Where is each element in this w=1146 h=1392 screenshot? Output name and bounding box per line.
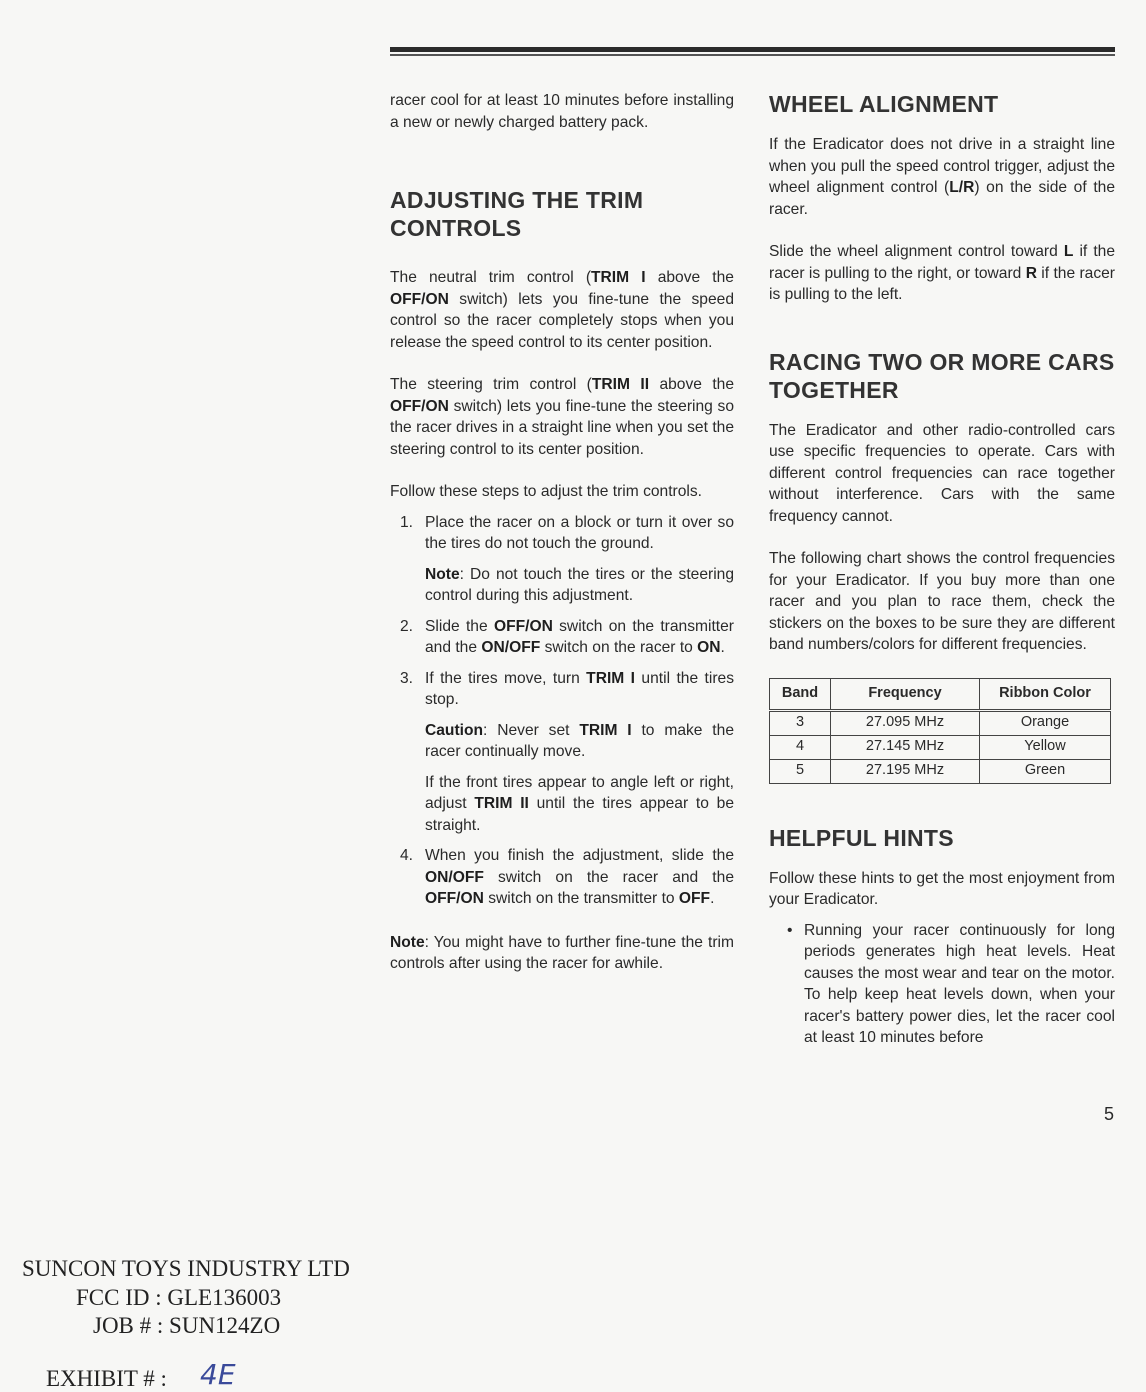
hints-intro: Follow these hints to get the most enjoyment from your Eradicator. bbox=[769, 869, 1115, 908]
section-heading-wheel: WHEEL ALIGNMENT bbox=[769, 91, 999, 117]
cell-color: Orange bbox=[980, 710, 1111, 735]
intro-paragraph: racer cool for at least 10 minutes before installing a new or newly charged battery pack. bbox=[390, 92, 734, 131]
exhibit-handwritten-value: 4E bbox=[200, 1358, 236, 1391]
racing-paragraph-1: The Eradicator and other radio-controlled cars use specific frequencies to operate. Cars with different control frequencies can race together without interference. Cars with the same frequency cannot. bbox=[769, 421, 1115, 525]
list-item: 2. Slide the OFF/ON switch on the transmitter and the ON/OFF switch on the racer to ON. bbox=[400, 617, 734, 656]
stamp-exhibit-label: EXHIBIT # : bbox=[46, 1366, 167, 1391]
hints-list bbox=[769, 920, 1115, 1049]
steps-intro: Follow these steps to adjust the trim controls. bbox=[390, 483, 703, 500]
section-heading-trim: ADJUSTING THE TRIM CONTROLS bbox=[390, 187, 644, 241]
right-column bbox=[769, 90, 1115, 1049]
list-item: • Running your racer continuously for long periods generates high heat levels. Heat causes the most wear and tear on the motor. To help keep heat levels down, when your racer's battery power dies, let the racer cool at least 10 minutes before bbox=[787, 921, 1115, 1046]
table-row bbox=[770, 710, 1111, 735]
steering-trim-paragraph: The steering trim control (TRIM II above the OFF/ON switch) lets you fine-tune the steering so the racer drives in a straight line when you set the steering control to its center position. bbox=[390, 376, 735, 458]
bullet-icon: • bbox=[787, 921, 793, 939]
wheel-paragraph-1: If the Eradicator does not drive in a straight line when you pull the speed control trigger, adjust the wheel alignment control (L/R) on the side of the racer. bbox=[769, 136, 1115, 218]
section-heading-racing: RACING TWO OR MORE CARS TOGETHER bbox=[769, 348, 1115, 403]
cell-band: 5 bbox=[770, 759, 831, 783]
table-header-row bbox=[770, 678, 1111, 710]
list-item: 4. When you finish the adjustment, slide the ON/OFF switch on the racer and the OFF/ON switch on the transmitter to OFF. bbox=[400, 847, 734, 907]
stamp-company: SUNCON TOYS INDUSTRY LTD bbox=[22, 1256, 350, 1281]
racing-paragraph-2: The following chart shows the control frequencies for your Eradicator. If you buy more than one racer and you plan to race them, check the stickers on the boxes to be sure they are different band numbers/colors for different frequencies. bbox=[769, 550, 1115, 653]
final-note: Note: You might have to further fine-tune the trim controls after using the racer for awhile. bbox=[390, 933, 734, 972]
frequency-table bbox=[769, 678, 1111, 784]
header-band: Band bbox=[770, 678, 831, 710]
stamp-fcc-id: FCC ID : GLE136003 bbox=[76, 1285, 282, 1310]
list-item: 3. If the tires move, turn TRIM I until the tires stop. Caution: Never set TRIM I to make the racer continually move. If the front tires appear to angle left or right, adjust TRIM II until the tires appear to be straight. bbox=[400, 669, 734, 834]
cell-frequency: 27.195 MHz bbox=[831, 759, 980, 783]
cell-band: 3 bbox=[770, 710, 831, 735]
stamp-job-number: JOB # : SUN124ZO bbox=[93, 1313, 281, 1338]
table-row bbox=[770, 735, 1111, 759]
cell-color: Green bbox=[980, 759, 1111, 783]
page-number: 5 bbox=[1104, 1104, 1115, 1124]
cell-band: 4 bbox=[770, 735, 831, 759]
header-frequency: Frequency bbox=[831, 678, 980, 710]
cell-frequency: 27.095 MHz bbox=[831, 710, 980, 735]
cell-color: Yellow bbox=[980, 735, 1111, 759]
table-row bbox=[770, 759, 1111, 783]
cell-frequency: 27.145 MHz bbox=[831, 735, 980, 759]
header-rule-thin bbox=[390, 54, 1115, 56]
list-item: 1. Place the racer on a block or turn it over so the tires do not touch the ground. Note: Do not touch the tires or the steering control during this adjustment. bbox=[400, 513, 734, 604]
trim-steps-list bbox=[390, 512, 734, 910]
section-heading-hints: HELPFUL HINTS bbox=[769, 824, 954, 851]
left-column bbox=[390, 90, 734, 975]
wheel-paragraph-2: Slide the wheel alignment control toward L if the racer is pulling to the right, or toward R if the racer is pulling to the left. bbox=[769, 243, 1116, 303]
neutral-trim-paragraph: The neutral trim control (TRIM I above the OFF/ON switch) lets you fine-tune the speed control so the racer completely stops when you release the speed control to its center position. bbox=[390, 269, 734, 351]
header-rule bbox=[390, 47, 1115, 52]
header-ribbon-color: Ribbon Color bbox=[980, 678, 1111, 710]
